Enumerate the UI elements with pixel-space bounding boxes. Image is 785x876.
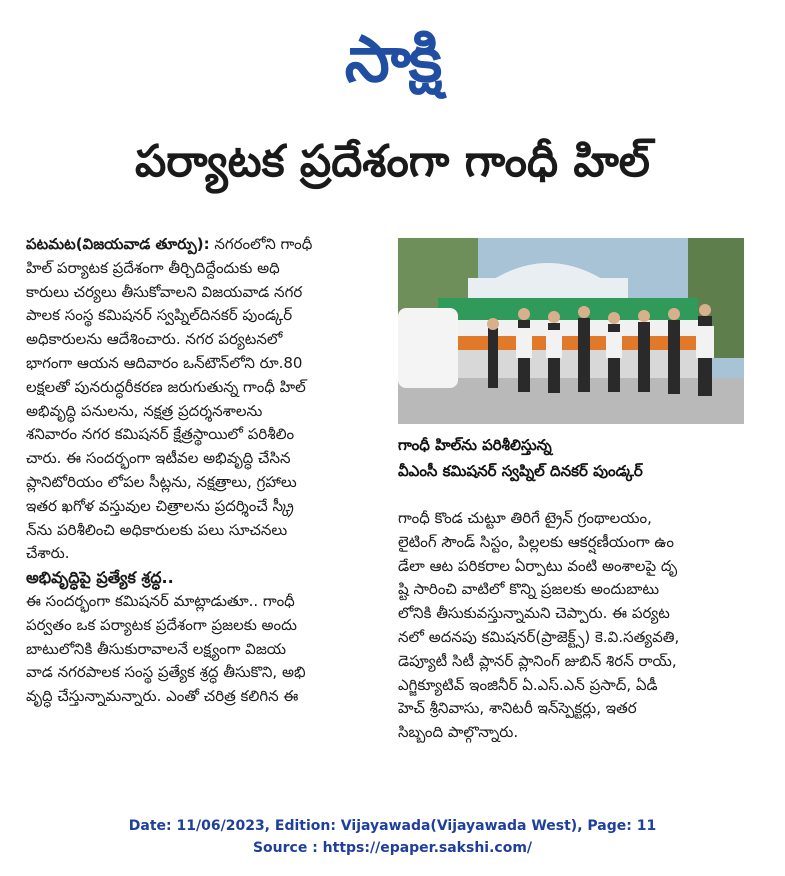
article-line: లోనికి తీసుకువస్తున్నామని చెప్పారు. ఈ పర్యట: [398, 604, 670, 623]
footer-source-line: Source : https://epaper.sakshi.com/: [252, 840, 533, 856]
article-line: కారులు చర్యలు తీసుకోవాలని విజయవాడ నగర: [26, 282, 303, 301]
photo-illustration: [398, 238, 744, 424]
article-left-column: [26, 233, 382, 709]
article-line: చారు. ఈ సందర్భంగా ఇటీవల అభివృద్ధి చేసిన: [26, 449, 291, 468]
subhead: అభివృద్ధిపై ప్రత్యేక శ్రద్ధ..: [26, 568, 174, 588]
article-line: ప్లానిటోరియం లోపల సీట్లను, నక్షత్రాలు, గ్రహాలు: [26, 472, 297, 491]
article-right-column: [398, 507, 746, 745]
article-line: వృద్ధి చేస్తున్నామన్నారు. ఎంతో చరిత్ర కలిగిన ఈ: [26, 687, 299, 706]
article-line: పాలక సంస్థ కమిషనర్ స్వప్నిల్‌దినకర్ పుండ్కర్: [26, 306, 293, 325]
article-line: భాగంగా ఆయన ఆదివారం ఒన్‌టౌన్‌లోని రూ.80: [26, 353, 303, 372]
article-line: వాడ నగరపాలక సంస్థ ప్రత్యేక శ్రద్ధ తీసుకొని, అభి: [26, 663, 306, 682]
article-line: సిబ్బంది పాల్గొన్నారు.: [398, 723, 519, 742]
caption-line: గాంధీ హిల్‌ను పరిశీలిస్తున్న: [398, 436, 552, 454]
article-line: డేలా ఆట పరికరాల ఏర్పాటు వంటి అంశాలపై దృ: [398, 556, 678, 575]
masthead-logo: [290, 14, 495, 106]
article-line: లైటింగ్ సౌండ్ సిస్టం, పిల్లలకు ఆకర్షణీయంగా ఉం: [398, 532, 674, 551]
dateline: పటమట(విజయవాడ తూర్పు):: [26, 235, 210, 253]
article-line: హిల్ పర్యాటక ప్రదేశంగా తీర్చిదిద్దేందుకు అధి: [26, 258, 280, 277]
article-line: బాటులోనికి తీసుకురావాలనే లక్ష్యంగా విజయ: [26, 639, 287, 658]
photo-caption: [398, 432, 746, 484]
footer-date-line: Date: 11/06/2023, Edition: Vijayawada(Vijayawada West), Page: 11: [128, 818, 657, 834]
article-line: శనివారం నగర కమిషనర్ క్షేత్రస్థాయిలో పరిశీలిం: [26, 425, 295, 444]
article-line: ఈ సందర్భంగా కమిషనర్ మాట్లాడుతూ.. గాంధీ: [26, 591, 295, 610]
news-photo: [398, 238, 744, 424]
article-line: చేశారు.: [26, 544, 70, 563]
caption-line: వీఎంసీ కమిషనర్ స్వప్నిల్ దినకర్ పుండ్కర్: [398, 462, 643, 480]
logo-text: సాక్షి: [344, 23, 441, 97]
article-line: హెచ్ శ్రీనివాసు, శానిటరీ ఇన్‌స్పెక్టర్లు, ఇతర: [398, 699, 637, 718]
headline: పర్యాటక ప్రదేశంగా గాంధీ హిల్: [135, 136, 650, 187]
article-line: డెప్యూటీ సిటీ ప్లానర్ ప్లానింగ్ జుబిన్ శిరన్ రాయ్,: [398, 651, 677, 670]
article-line: గాంధీ కొండ చుట్టూ తిరిగే ట్రైన్ గ్రంథాలయం,: [398, 509, 652, 527]
article-line: ఎగ్జిక్యూటివ్ ఇంజినీర్ ఏ.ఎస్.ఎన్ ప్రసాద్, ఏడీ: [398, 675, 658, 694]
article-line: అభివృద్ధి పనులను, నక్షత్ర ప్రదర్శనశాలను: [26, 401, 263, 420]
article-line: అధికారులను ఆదేశించారు. నగర పర్యటనలో: [26, 330, 283, 349]
article-line: ష్టి సారించి వాటిలో కొన్ని ప్రజలకు అందుబాటు: [398, 580, 660, 599]
article-line: ఇతర ఖగోళ వస్తువుల చిత్రాలను ప్రదర్శించే స్క్రీ: [26, 496, 294, 515]
article-line: లక్షలతో పునరుద్ధరీకరణ జరుగుతున్న గాంధీ హిల్: [26, 377, 306, 396]
article-line: పటమట(విజయవాడ తూర్పు): నగరంలోని గాంధీ: [26, 235, 313, 253]
article-line: న్‌ను పరిశీలించి అధికారులకు పలు సూచనలు: [26, 520, 288, 539]
footer: [0, 815, 785, 859]
article-line: నలో అదనపు కమిషనర్(ప్రాజెక్ట్స్) కె.వి.సత్యవతి,: [398, 627, 680, 646]
article-line: పర్వతం ఒక పర్యాటక ప్రదేశంగా ప్రజలకు అందు: [26, 615, 297, 634]
